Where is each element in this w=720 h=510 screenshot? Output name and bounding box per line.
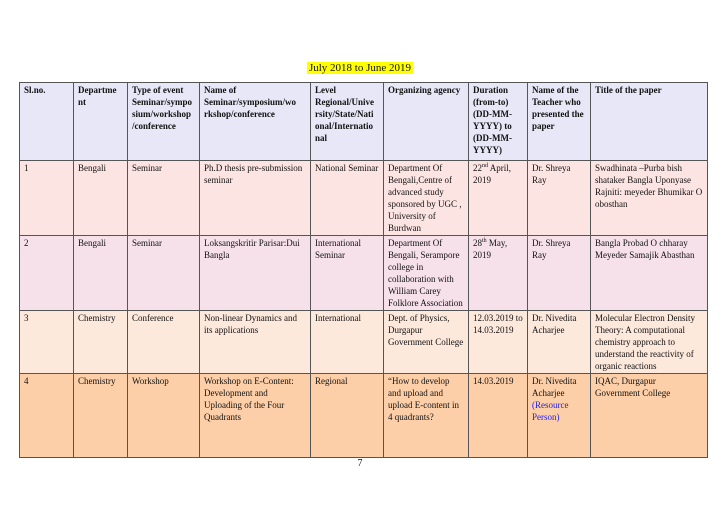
cell-event-type: Seminar [128,161,200,236]
cell-department: Bengali [74,236,128,311]
header-teacher: Name of the Teacher who presented the paper [528,83,591,161]
cell-department: Chemistry [74,374,128,458]
cell-slno: 2 [20,236,74,311]
cell-event-name: Non-linear Dynamics and its applications [200,311,311,374]
header-slno: Sl.no. [20,83,74,161]
cell-event-type: Seminar [128,236,200,311]
table-row [20,161,708,236]
header-event-name: Name of Seminar/symposium/wo rkshop/conference [200,83,311,161]
cell-event-type: Workshop [128,374,200,458]
cell-teacher: Dr. Shreya Ray [528,161,591,236]
header-paper-title: Title of the paper [591,83,708,161]
header-duration: Duration (from-to) (DD-MM-YYYY) to (DD-MM-YYYY) [469,83,528,161]
cell-event-name: Ph.D thesis pre-submission seminar [200,161,311,236]
cell-level: International [311,311,384,374]
page-number: 7 [357,458,363,469]
cell-slno: 1 [20,161,74,236]
cell-teacher: Dr. Nivedita Acharjee [528,311,591,374]
cell-level: International Seminar [311,236,384,311]
teacher-name: Dr. Nivedita Acharjee [532,376,577,398]
table-row [20,311,708,374]
header-event-type: Type of event Seminar/sympo sium/workshop /conference [128,83,200,161]
cell-department: Bengali [74,161,128,236]
cell-event-name: Workshop on E-Content: Development and Uploading of the Four Quadrants [200,374,311,458]
cell-event-name: Loksangskritir Parisar:Dui Bangla [200,236,311,311]
page-title: July 2018 to June 2019 [308,62,412,74]
events-table [19,82,708,458]
cell-paper-title: Bangla Probad O chharay Meyeder Samajik Abasthan [591,236,708,311]
cell-department: Chemistry [74,311,128,374]
header-agency: Organizing agency [384,83,469,161]
cell-paper-title: Molecular Electron Density Theory: A computational chemistry approach to understand the reactivity of organic reactions [591,311,708,374]
cell-teacher: Dr. Shreya Ray [528,236,591,311]
cell-duration: 14.03.2019 [469,374,528,458]
header-department: Departme nt [74,83,128,161]
cell-teacher [528,374,591,458]
cell-duration: 22nd April, 2019 [469,161,528,236]
cell-agency: Department Of Bengali,Centre of advanced study sponsored by UGC , University of Burdwan [384,161,469,236]
table-header-row [20,83,708,161]
cell-agency: “How to develop and upload and upload E-content in 4 quadrants? [384,374,469,458]
cell-agency: Dept. of Physics, Durgapur Government College [384,311,469,374]
cell-paper-title: IQAC, Durgapur Government College [591,374,708,458]
cell-level: Regional [311,374,384,458]
cell-event-type: Conference [128,311,200,374]
cell-level: National Seminar [311,161,384,236]
resource-person-note: (Resource Person) [532,400,569,422]
cell-slno: 4 [20,374,74,458]
cell-paper-title: Swadhinata –Purba bish shataker Bangla Uponyase Rajniti: meyeder Bhumikar O obosthan [591,161,708,236]
table-row [20,236,708,311]
header-level: Level Regional/Unive rsity/State/Nati onal/Internatio nal [311,83,384,161]
cell-agency: Department Of Bengali, Serampore college in collaboration with William Carey Folklore Association [384,236,469,311]
table-row [20,374,708,458]
cell-duration: 28th May, 2019 [469,236,528,311]
cell-duration: 12.03.2019 to 14.03.2019 [469,311,528,374]
cell-slno: 3 [20,311,74,374]
